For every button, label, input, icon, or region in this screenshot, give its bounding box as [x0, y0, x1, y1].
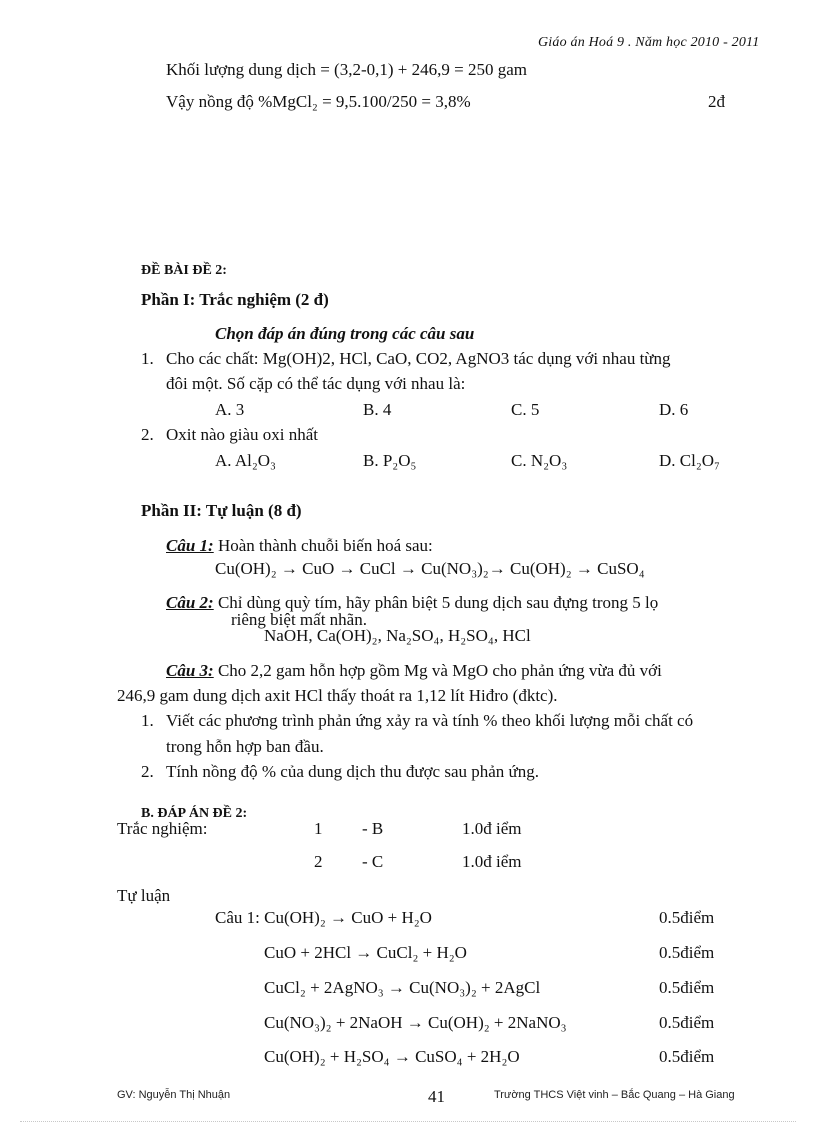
reaction-1-score: 0.5điểm: [659, 908, 715, 927]
cau1-text: Hoàn thành chuỗi biến hoá sau:: [213, 536, 433, 555]
mc-label: Trắc nghiệm:: [117, 819, 208, 838]
page-bottom-divider: [20, 1121, 796, 1122]
q1-option-b: B. 4: [363, 400, 392, 419]
part1-heading: Phần I: Trắc nghiệm (2 đ): [141, 290, 329, 309]
prev-concentration-line: Vậy nồng độ %MgCl₂ = 9,5.100/250 = 3,8%: [166, 92, 471, 111]
reaction-2-equation: CuO + 2HCl → CuCl₂ + H₂O: [264, 943, 467, 962]
footer-author: GV: Nguyễn Thị Nhuận: [117, 1089, 231, 1101]
q1-text-line1: Cho các chất: Mg(OH)2, HCl, CaO, CO2, AgNO3 tác dụng với nhau từng: [166, 349, 671, 368]
reaction-1-equation: Cu(OH)₂ → CuO + H₂O: [264, 908, 432, 927]
q1-number: 1.: [141, 349, 154, 368]
q2-text: Oxit nào giàu oxi nhất: [166, 425, 319, 444]
reaction-3-score: 0.5điểm: [659, 978, 715, 997]
prev-mass-line: Khối lượng dung dịch = (3,2-0,1) + 246,9 = 250 gam: [166, 60, 527, 79]
answers-title: B. ĐÁP ÁN ĐỀ 2:: [141, 806, 248, 821]
cau3-sub1-number: 1.: [141, 711, 154, 730]
cau1-line: [166, 536, 433, 556]
cau2-substances: NaOH, Ca(OH)₂, Na₂SO₄, H₂SO₄, HCl: [264, 626, 531, 645]
q1-option-d: D. 6: [659, 400, 689, 419]
cau3-sub1-line1: Viết các phương trình phản ứng xảy ra và tính % theo khối lượng mỗi chất có: [166, 711, 694, 730]
q2-number: 2.: [141, 425, 154, 444]
cau3-line1: [166, 661, 662, 681]
cau3-sub1-line2: trong hỗn hợp ban đầu.: [166, 737, 324, 756]
footer-school: Trường THCS Việt vinh – Bắc Quang – Hà Giang: [494, 1089, 735, 1101]
cau1-answer-prefix: Câu 1:: [215, 908, 265, 927]
mc-row-1-score: 1.0đ iểm: [462, 819, 522, 838]
cau1-label: Câu 1:: [166, 536, 214, 555]
cau3-text-line2: 246,9 gam dung dịch axit HCl thấy thoát ra 1,12 lít Hiđro (đktc).: [117, 686, 558, 705]
cau3-sub2-number: 2.: [141, 762, 154, 781]
mc-row-2-number: 2: [314, 852, 323, 871]
exam-title: ĐỀ BÀI ĐỀ 2:: [141, 263, 227, 278]
reaction-4-equation: Cu(NO₃)₂ + 2NaOH → Cu(OH)₂ + 2NaNO₃: [264, 1013, 567, 1032]
page-number: 41: [428, 1087, 445, 1106]
q2-option-d: D. Cl₂O₇: [659, 451, 720, 470]
mc-row-2-score: 1.0đ iểm: [462, 852, 522, 871]
mc-row-2-answer: - C: [362, 852, 384, 871]
prev-score: 2đ: [708, 92, 725, 111]
q1-option-c: C. 5: [511, 400, 540, 419]
cau2-text-line2: riêng biệt mất nhãn.: [231, 610, 367, 629]
essay-label: Tự luận: [117, 886, 171, 905]
part2-heading: Phần II: Tự luận (8 đ): [141, 501, 302, 520]
cau3-text-line1: Cho 2,2 gam hỗn hợp gồm Mg và MgO cho phản ứng vừa đủ với: [213, 661, 662, 680]
header-note: Giáo án Hoá 9 . Năm học 2010 - 2011: [538, 35, 760, 50]
cau1-chain: Cu(OH)₂ → CuO → CuCl → Cu(NO₃)₂→ Cu(OH)₂ → CuSO₄: [215, 559, 645, 578]
q1-option-a: A. 3: [215, 400, 245, 419]
reaction-1: [215, 908, 432, 928]
mc-row-1-number: 1: [314, 819, 323, 838]
cau3-label: Câu 3:: [166, 661, 214, 680]
reaction-5-equation: Cu(OH)₂ + H₂SO₄ → CuSO₄ + 2H₂O: [264, 1047, 520, 1066]
reaction-3-equation: CuCl₂ + 2AgNO₃ → Cu(NO₃)₂ + 2AgCl: [264, 978, 541, 997]
q2-option-c: C. N₂O₃: [511, 451, 568, 470]
q1-text-line2: đôi một. Số cặp có thể tác dụng với nhau là:: [166, 374, 466, 393]
cau2-text-line1: Chỉ dùng quỳ tím, hãy phân biệt 5 dung dịch sau đựng trong 5 lọ: [213, 593, 659, 612]
reaction-5-score: 0.5điểm: [659, 1047, 715, 1066]
q2-option-b: B. P₂O₅: [363, 451, 417, 470]
part1-instruction: Chọn đáp án đúng trong các câu sau: [215, 324, 475, 343]
mc-row-1-answer: - B: [362, 819, 384, 838]
reaction-2-score: 0.5điểm: [659, 943, 715, 962]
q2-option-a: A. Al₂O₃: [215, 451, 276, 470]
reaction-4-score: 0.5điểm: [659, 1013, 715, 1032]
cau3-sub2-text: Tính nồng độ % của dung dịch thu được sau phản ứng.: [166, 762, 540, 781]
cau2-label: Câu 2:: [166, 593, 214, 612]
